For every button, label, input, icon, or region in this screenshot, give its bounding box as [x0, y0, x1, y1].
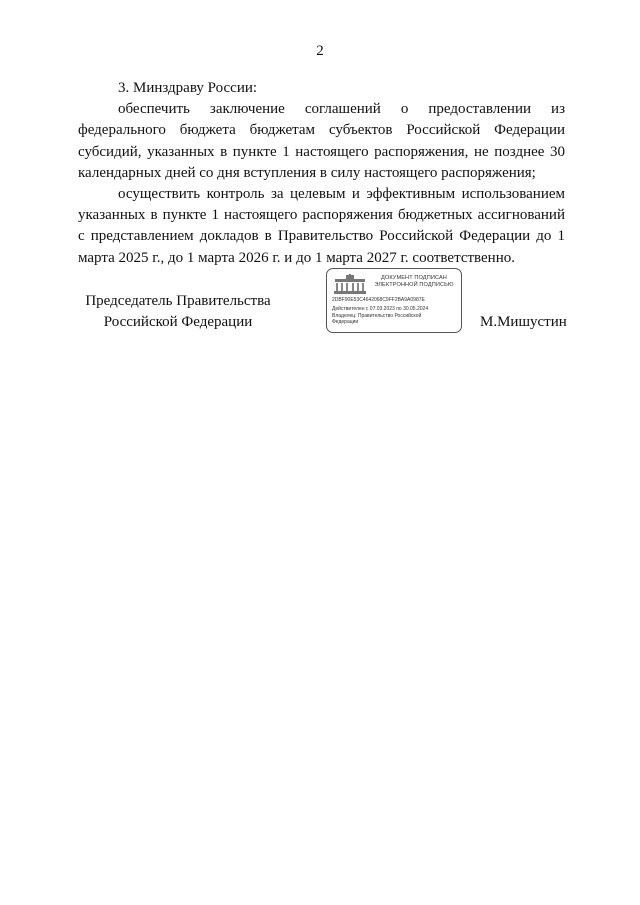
stamp-title-line2: ЭЛЕКТРОННОЙ ПОДПИСЬЮ: [374, 282, 454, 288]
paragraph-control: осуществить контроль за целевым и эффективным использованием указанных в пункте 1 настоящего распоряжения бюджетных ассигнований с представлением докладов в Правительство Российской Федерации до 1 марта 2025 г., до 1 марта 2026 г. и до 1 марта 2027 г. соответственно.: [78, 186, 565, 266]
signatory-position-line2: Российской Федерации: [103, 314, 253, 330]
stamp-title-line1: ДОКУМЕНТ ПОДПИСАН: [381, 275, 447, 281]
signatory-name: М.Мишустин: [480, 314, 567, 330]
stamp-owner-line1: Владелец: Правительство Российской: [332, 313, 422, 319]
page-number: 2: [316, 43, 324, 59]
paragraph-item-3-heading: 3. Минздраву России:: [118, 80, 258, 96]
stamp-validity: Действителен с 07.03.2023 по 30.05.2024: [332, 306, 429, 312]
electronic-signature-stamp: [326, 268, 462, 333]
government-building-icon: [333, 274, 367, 295]
paragraph-agreements: обеспечить заключение соглашений о предоставлении из федерального бюджета бюджетам субъектов Российской Федерации субсидий, указанных в пункте 1 настоящего распоряжения, не позднее 30 календарных дней со дня вступления в силу настоящего распоряжения;: [78, 101, 565, 181]
document-body: [78, 78, 565, 269]
stamp-serial: 2DBF90E53C4642068C9FF2BA9A0987E: [332, 297, 425, 303]
stamp-owner-line2: Федерации: [332, 319, 359, 325]
signatory-position: [78, 291, 278, 333]
stamp-title: [369, 275, 459, 289]
signatory-position-line1: Председатель Правительства: [85, 293, 271, 309]
